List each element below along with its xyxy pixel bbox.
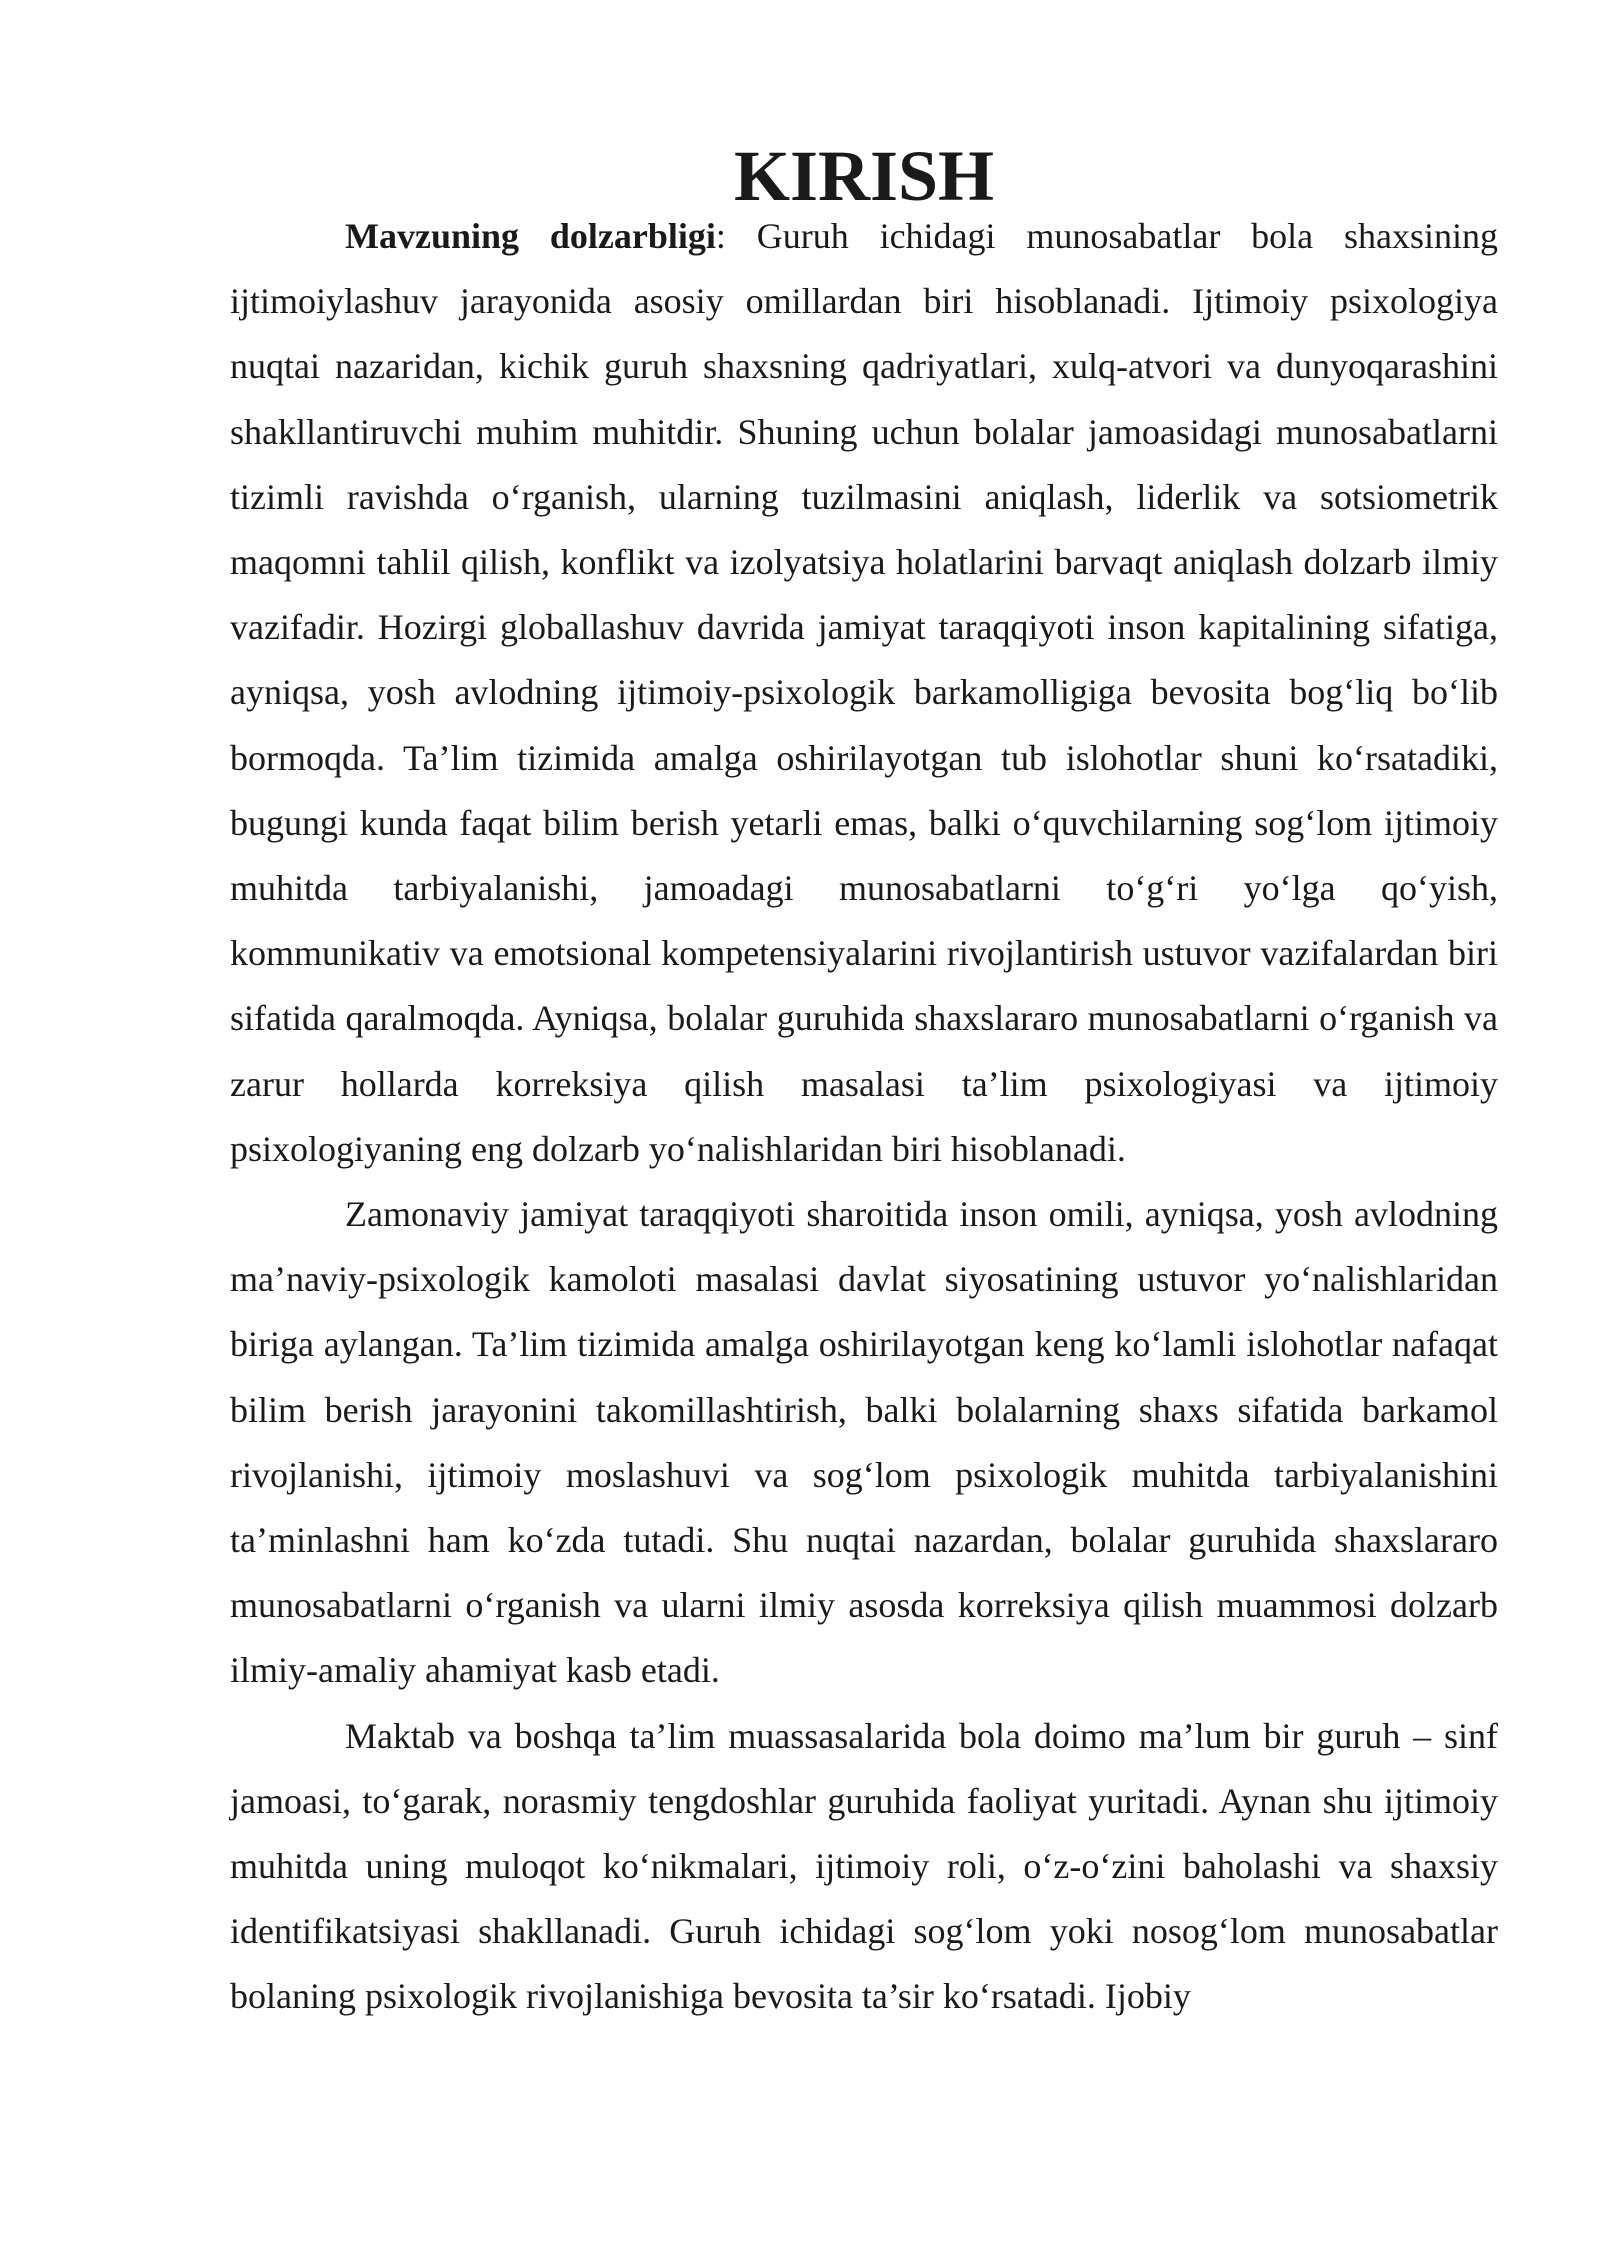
paragraph-2: Zamonaviy jamiyat taraqqiyoti sharoitida inson omili, ayniqsa, yosh avlodning ma’naviy-psixologik kamoloti masalasi davlat siyosatining ustuvor yo‘nalishlaridan biriga aylangan. Ta’lim tizimida amalga oshirilayotgan keng ko‘lamli islohotlar nafaqat bilim berish jarayonini takomillashtirish, balki bolalarning shaxs sifatida barkamol rivojlanishi, ijtimoiy moslashuvi va sog‘lom psixologik muhitda tarbiyalanishini ta’minlashni ham ko‘zda tutadi. Shu nuqtai nazardan, bolalar guruhida shaxslararo munosabatlarni o‘rganish va ularni ilmiy asosda korreksiya qilish muammosi dolzarb ilmiy-amaliy ahamiyat kasb etadi. xyxy=(230,1194,1498,1691)
paragraph-3: Maktab va boshqa ta’lim muassasalarida bola doimo ma’lum bir guruh – sinf jamoasi, to‘garak, norasmiy tengdoshlar guruhida faoliyat yuritadi. Aynan shu ijtimoiy muhitda uning muloqot ko‘nikmalari, ijtimoiy roli, o‘z-o‘zini baholashi va shaxsiy identifikatsiyasi shakllanadi. Guruh ichidagi sog‘lom yoki nosog‘lom munosabatlar bolaning psixologik rivojlanishiga bevosita ta’sir ko‘rsatadi. Ijobiy xyxy=(230,1715,1498,2017)
document-page xyxy=(230,136,1499,2030)
relevance-heading: Mavzuning dolzarbligi xyxy=(345,216,716,256)
page-title: KIRISH xyxy=(733,136,995,216)
relevance-text: : Guruh ichidagi munosabatlar bola shaxsining ijtimoiylashuv jarayonida asosiy omillardan biri hisoblanadi. Ijtimoiy psixologiya nuqtai nazaridan, kichik guruh shaxsning qadriyatlari, xulq-atvori va dunyoqarashini shakllantiruvchi muhim muhitdir. Shuning uchun bolalar jamoasidagi munosabatlarni tizimli ravishda o‘rganish, ularning tuzilmasini aniqlash, liderlik va sotsiometrik maqomni tahlil qilish, konflikt va izolyatsiya holatlarini barvaqt aniqlash dolzarb ilmiy vazifadir. Hozirgi globallashuv davrida jamiyat taraqqiyoti inson kapitalining sifatiga, ayniqsa, yosh avlodning ijtimoiy-psixologik barkamolligiga bevosita bog‘liq bo‘lib bormoqda. Ta’lim tizimida amalga oshirilayotgan tub islohotlar shuni ko‘rsatadiki, bugungi kunda faqat bilim berish yetarli emas, balki o‘quvchilarning sog‘lom ijtimoiy muhitda tarbiyalanishi, jamoadagi munosabatlarni to‘g‘ri yo‘lga qo‘yish, kommunikativ va emotsional kompetensiyalarini rivojlantirish ustuvor vazifalardan biri sifatida qaralmoqda. Ayniqsa, bolalar guruhida shaxslararo munosabatlarni o‘rganish va zarur hollarda korreksiya qilish masalasi ta’lim psixologiyasi va ijtimoiy psixologiyaning eng dolzarb yo‘nalishlaridan biri hisoblanadi. xyxy=(230,216,1499,1169)
paragraph-relevance xyxy=(230,204,1498,1182)
